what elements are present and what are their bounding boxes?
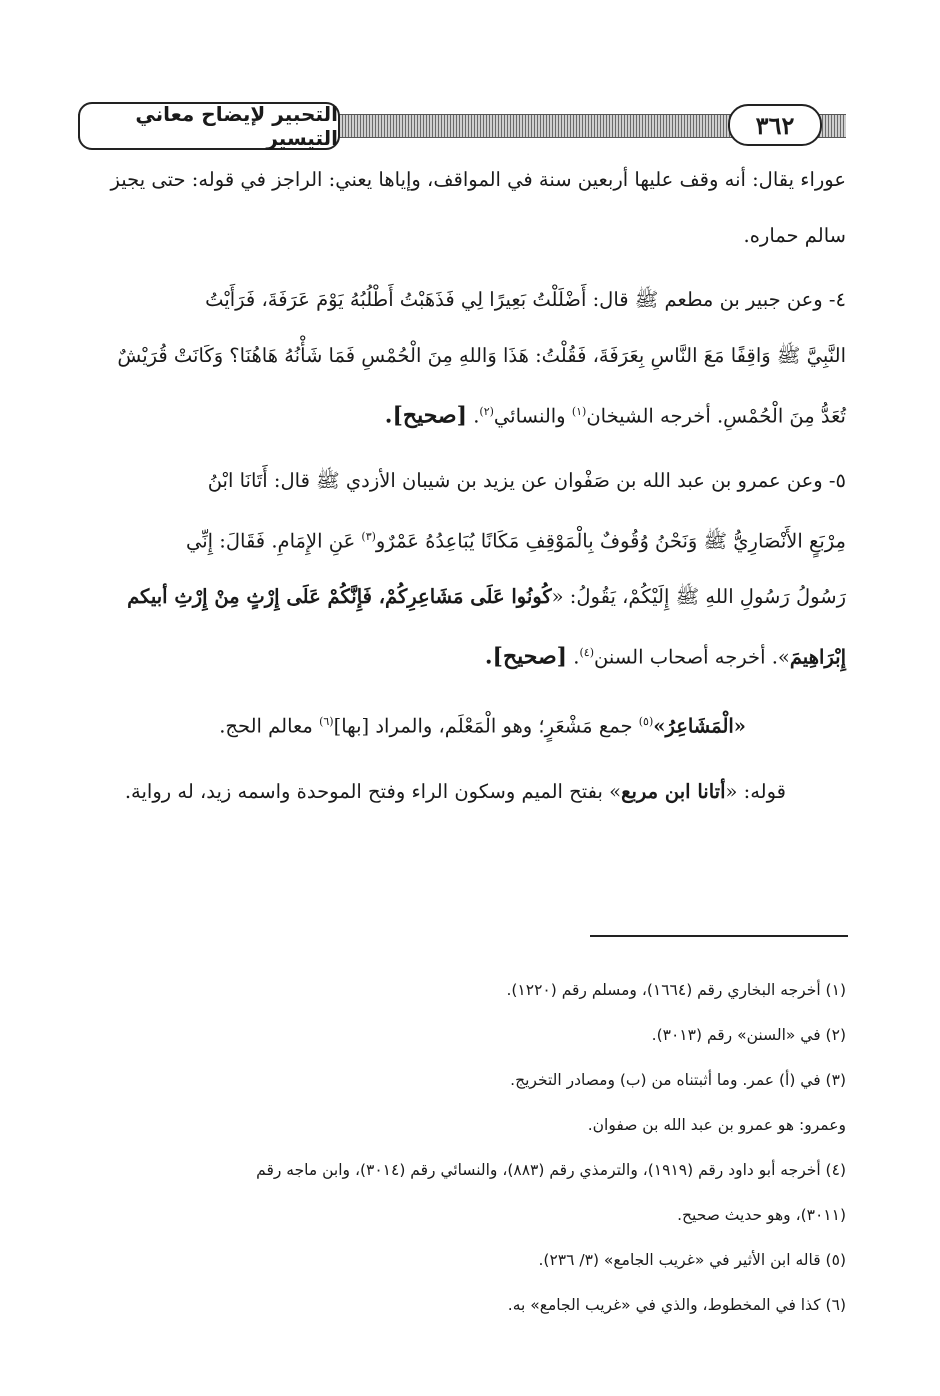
hadith-4	[78, 272, 846, 445]
footnote-ref[interactable]: (٣)	[361, 529, 376, 543]
hadith-quote: كُونُوا عَلَى مَشَاعِرِكُمْ، فَإِنَّكُمْ عَلَى إِرْثٍ مِنْ إِرْثِ أبيكم	[127, 585, 552, 608]
note-text: قوله: «	[725, 780, 786, 803]
footnote-3-continuation: وعمرو: هو عمرو بن عبد الله بن صفوان.	[587, 1116, 846, 1134]
text-line	[78, 509, 846, 570]
hadith-text: مِرْبَعٍ الأَنْصَارِيُّ ﷺ وَنَحْنُ وُقُوفٌ بِالْمَوْقِفِ مَكَانًا يُبَاعِدُهُ عَمْرٌو	[375, 529, 846, 552]
text-line	[78, 625, 846, 686]
hadith-text: .	[567, 645, 580, 669]
footnote-ref[interactable]: (٢)	[479, 405, 494, 418]
hadith-text: عَنِ الإِمَامِ. فَقَالَ: إِنِّي	[185, 529, 362, 552]
term: «الْمَشَاعِرُ»	[653, 714, 746, 737]
term: أتانا ابن مربع	[621, 780, 726, 803]
text-line: عوراء يقال: أنه وقف عليها أربعين سنة في المواقف، وإياها يعني: الراجز في قوله: حتى يجيز	[110, 168, 846, 191]
footnote-1: (١) أخرجه البخاري رقم (١٦٦٤)، ومسلم رقم (١٢٢٠).	[506, 981, 846, 999]
hadith-5	[78, 453, 846, 686]
text-line	[78, 384, 846, 445]
footnote-ref[interactable]: (٤)	[579, 646, 595, 659]
footnote-4: (٤) أخرجه أبو داود رقم (١٩١٩)، والترمذي رقم (٨٨٣)، والنسائي رقم (٣٠١٤)، وابن ماجه رقم	[256, 1161, 846, 1179]
footnote-5: (٥) قاله ابن الأثير في «غريب الجامع» (٣/ ٢٣٦).	[538, 1251, 846, 1269]
note-text: » بفتح الميم وسكون الراء وفتح الموحدة واسمه زيد، له رواية.	[124, 780, 622, 803]
grade-label: [صحيح].	[384, 402, 467, 429]
note-text: معالم الحج.	[219, 714, 320, 737]
text-line	[78, 569, 846, 625]
page-number: ٣٦٢	[728, 104, 822, 146]
hadith-text: رَسُولُ رَسُولِ اللهِ ﷺ إِلَيْكُمْ، يَقُولُ: «	[551, 585, 846, 608]
hadith-text: تُعَدُّ مِنَ الْحُمْسِ. أخرجه الشيخان	[586, 404, 846, 428]
footnote-3: (٣) في (أ) عمر. وما أثبتناه من (ب) ومصادر التخريج.	[510, 1071, 846, 1089]
hadith-text: ». أخرجه أصحاب السنن	[594, 645, 790, 669]
grade-label: [صحيح].	[484, 643, 568, 670]
book-title: التحبير لإيضاح معاني التيسير	[135, 102, 338, 150]
main-text	[78, 152, 846, 822]
hadith-text: .	[467, 404, 480, 428]
footnotes	[78, 968, 846, 1328]
text-line: ٥- وعن عمرو بن عبد الله بن صَفْوان عن يزيد بن شيبان الأزدي ﷺ قال: أَتَانَا ابْنُ	[207, 468, 846, 492]
footnote-ref[interactable]: (١)	[571, 405, 587, 418]
text-line: ٤- وعن جبير بن مطعم ﷺ قال: أَضْلَلْتُ بَعِيرًا لِي فَذَهَبْتُ أَطْلُبُهُ يَوْمَ عَرَفَةَ، فَرَأَيْتُ	[205, 288, 846, 311]
hadith-text: والنسائي	[493, 404, 572, 428]
explanation-note	[78, 692, 846, 757]
footnote-4-continuation: (٣٠١١)، وهو حديث صحيح.	[677, 1206, 846, 1224]
footnote-ref[interactable]: (٥)	[638, 714, 654, 728]
page-header	[78, 100, 846, 152]
footnote-separator	[590, 935, 848, 937]
text-line: سالم حماره.	[743, 224, 846, 247]
footnote-ref[interactable]: (٦)	[319, 714, 334, 728]
footnote-2: (٢) في «السنن» رقم (٣٠١٣).	[651, 1026, 846, 1044]
note-text: جمع مَشْعَرٍ؛ وهو الْمَعْلَم، والمراد [بها]	[333, 714, 639, 737]
explanation-note	[78, 762, 846, 822]
footnote-6: (٦) كذا في المخطوط، والذي في «غريب الجامع» به.	[507, 1296, 846, 1314]
book-title-box	[78, 102, 340, 150]
text-line: النَّبِيَّ ﷺ وَاقِفًا مَعَ النَّاسِ بِعَرَفَةَ، فَقُلْتُ: هَذَا وَاللهِ مِنَ الْحُمْسِ فَمَا شَأْنُهُ هَاهُنَا؟ وَكَانَتْ قُرَيْشٌ	[117, 344, 846, 367]
hadith-quote: إِبْرَاهِيمَ	[789, 645, 846, 669]
